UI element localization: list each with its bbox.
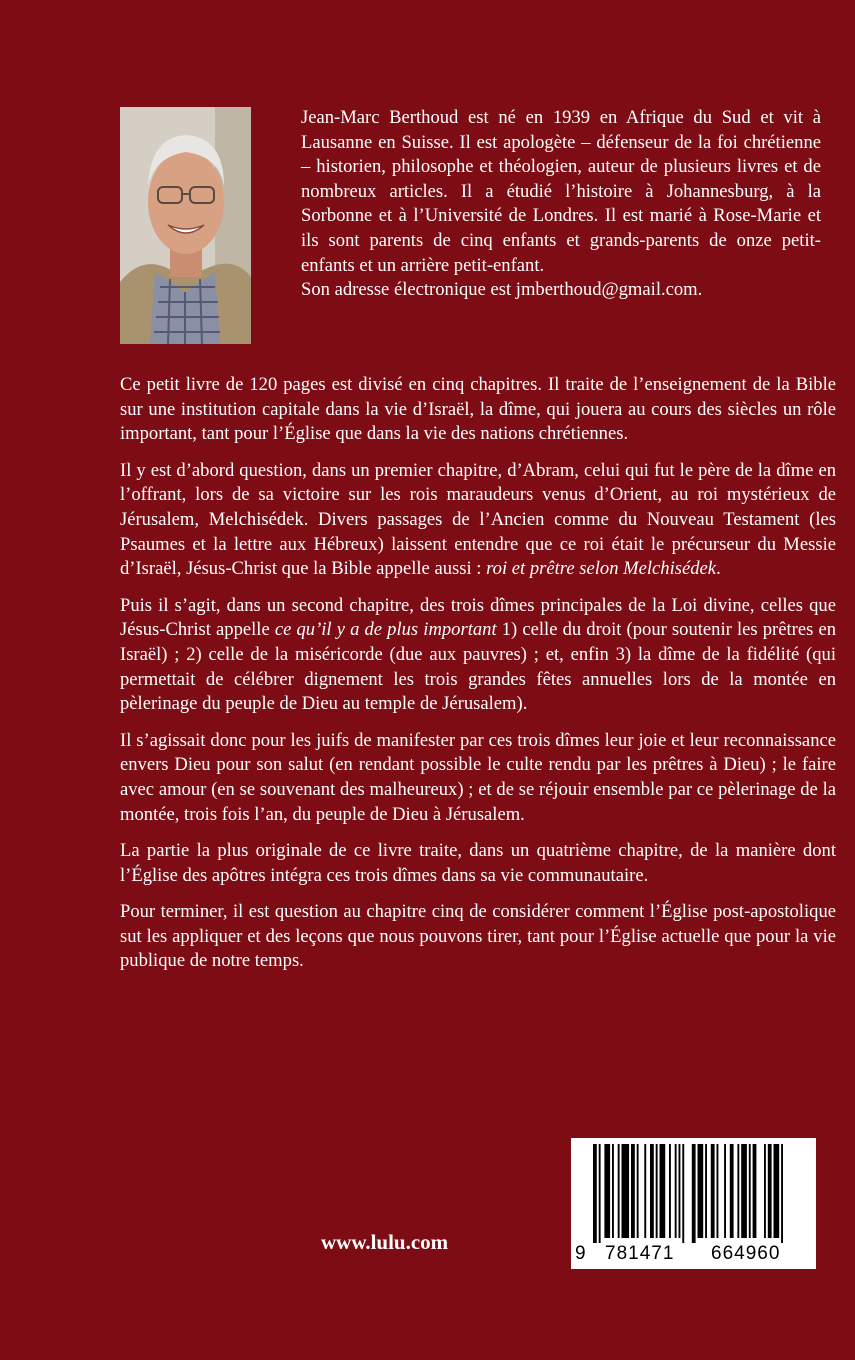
barcode-bar [631, 1144, 635, 1238]
barcode-bar [692, 1144, 696, 1243]
barcode-bar [604, 1144, 610, 1238]
barcode-group-2: 664960 [711, 1243, 781, 1264]
barcode-lead-digit: 9 [575, 1243, 587, 1264]
author-email-line: Son adresse électronique est jmberthoud@gmail.com. [301, 279, 703, 301]
barcode-bar [698, 1144, 704, 1238]
barcode-bar [618, 1144, 620, 1238]
isbn-barcode [571, 1138, 816, 1269]
description-paragraph-5: La partie la plus originale de ce livre traite, dans un quatrième chapitre, de la manière dont l’Église des apôtres intégra ces trois dîmes dans sa vie communautaire. [120, 840, 836, 886]
barcode-bar [711, 1144, 715, 1238]
barcode-group-1: 781471 [605, 1243, 675, 1264]
p2-text-end: . [716, 558, 721, 580]
barcode-bar [656, 1144, 658, 1238]
barcode-bar [741, 1144, 747, 1238]
description-paragraph-2 [120, 459, 836, 582]
author-bio-text: Jean-Marc Berthoud est né en 1939 en Afrique du Sud et vit à Lausanne en Suisse. Il est apologète – défenseur de la foi chrétienne – historien, philosophe et théologien, auteur de plusieurs livres et de nombreux articles. Il a étudié l’histoire à Johannesburg, à la Sorbonne et à l’Université de Londres. Il est marié à Rose-Marie et ils sont parents de cinq enfants et grands-parents de onze petit-enfants et un arrière petit-enfant. [301, 107, 821, 276]
barcode-bar [730, 1144, 734, 1238]
barcode-bar [764, 1144, 766, 1238]
barcode-bar [660, 1144, 666, 1238]
author-portrait-image [120, 107, 251, 344]
description-paragraph-1: Ce petit livre de 120 pages est divisé en cinq chapitres. Il traite de l’enseignement de la Bible sur une institution capitale dans la vie d’Israël, la dîme, qui jouera au cours des siècles un rôle important, tant pour l’Église que dans la vie des nations chrétiennes. [120, 374, 836, 445]
p2-text-start: Il y est d’abord question, dans un premier chapitre, d’Abram, celui qui fut le père de la dîme en l’offrant, lors de sa victoire sur les rois maraudeurs venus d’Orient, au roi mystérieux de Jérusalem, Melchisédek. Divers passages de l’Ancien comme du Nouveau Testament (les Psaumes et la lettre aux Hébreux) laissent entendre que ce roi était le précurseur du Messie d’Israël, Jésus-Christ que la Bible appelle aussi : [120, 459, 836, 580]
barcode-bar [682, 1144, 684, 1243]
barcode-bar [781, 1144, 783, 1243]
description-paragraph-3 [120, 594, 836, 717]
p3-italic-phrase: ce qu’il y a de plus important [274, 619, 497, 641]
barcode-bar [705, 1144, 707, 1238]
barcode-bar [774, 1144, 780, 1238]
barcode-bar [749, 1144, 751, 1238]
p2-italic-phrase: roi et prêtre selon Melchisédek [486, 558, 717, 580]
barcode-bar [679, 1144, 681, 1238]
description-paragraph-4: Il s’agissait donc pour les juifs de manifester par ces trois dîmes leur joie et leur reconnaissance envers Dieu pour son salut (en rendant possible le culte rendu par les prêtres à Dieu) ; le faire avec amour (en se souvenant des malheureux) ; et de se réjouir ensemble par ce pèlerinage de la montée, trois fois l’an, du peuple de Dieu à Jérusalem. [120, 729, 836, 825]
barcode-bar [650, 1144, 654, 1238]
barcode-bar [599, 1144, 601, 1243]
barcode-bar [675, 1144, 677, 1238]
barcode-bar [753, 1144, 757, 1238]
p3-text-end: 1) celle du droit (pour soutenir les prêtres en Israël) ; 2) celle de la miséricorde (due aux pauvres) ; et, enfin 3) la dîme de la fidélité (qui permettait de célébrer dignement les trois grandes fêtes annuelles lors de la montée en pèlerinage du peuple de Dieu au temple de Jérusalem). [120, 619, 836, 715]
barcode-bar [669, 1144, 671, 1238]
book-description [120, 373, 836, 986]
barcode-bar [768, 1144, 772, 1238]
barcode-bars [571, 1138, 816, 1243]
barcode-bar [637, 1144, 639, 1238]
description-paragraph-6: Pour terminer, il est question au chapitre cinq de considérer comment l’Église post-apostolique sut les appliquer et des leçons que nous pouvons tirer, tant pour l’Église actuelle que pour la vie publique de notre temps. [120, 901, 836, 972]
barcode-bar [644, 1144, 646, 1238]
author-bio [301, 106, 821, 303]
barcode-bar [622, 1144, 630, 1238]
p3-text-start: Puis il s’agit, dans un second chapitre, des trois dîmes principales de la Loi divine, celles que Jésus-Christ appelle [120, 594, 836, 641]
publisher-url: www.lulu.com [321, 1230, 449, 1254]
barcode-digits [571, 1241, 816, 1269]
barcode-bar [717, 1144, 719, 1238]
barcode-bar [612, 1144, 614, 1238]
barcode-bar [593, 1144, 597, 1243]
barcode-bar [737, 1144, 739, 1238]
barcode-bar [724, 1144, 726, 1238]
author-photo [120, 107, 251, 344]
